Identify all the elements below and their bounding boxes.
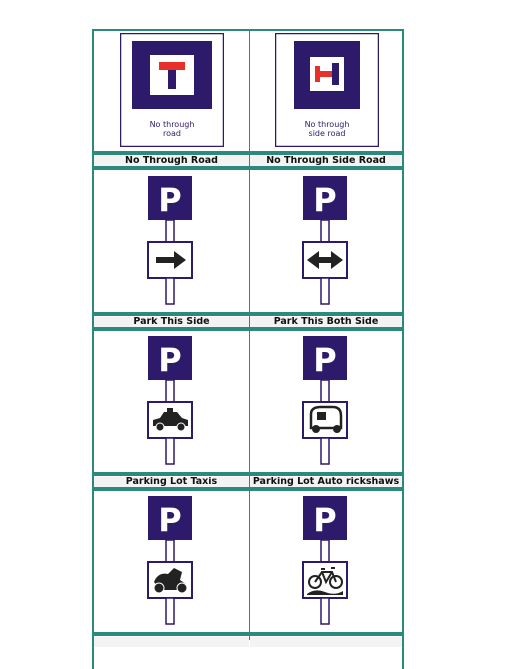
- caption-no-through-side-road: No Through Side Road: [250, 156, 402, 166]
- caption-park-this-side: Park This Side: [94, 317, 249, 327]
- parking-letter: P: [313, 341, 337, 379]
- caption-no-through-road: No Through Road: [94, 156, 249, 166]
- sign-text: road: [163, 129, 181, 138]
- row-separator: [92, 151, 404, 155]
- row-separator: [92, 166, 404, 170]
- parking-autorickshaws-sign: [295, 334, 359, 468]
- parking-letter: P: [158, 501, 182, 539]
- caption-parking-scooters: [94, 637, 249, 647]
- caption-parking-taxis: Parking Lot Taxis: [94, 477, 249, 487]
- row-separator: [92, 632, 404, 636]
- sign-text: No through: [304, 120, 350, 129]
- parking-letter: P: [158, 181, 182, 219]
- no-through-road-sign: [120, 33, 224, 147]
- caption-park-both-side: Park This Both Side: [250, 317, 402, 327]
- row-separator: [92, 312, 404, 316]
- parking-letter: P: [313, 501, 337, 539]
- parking-taxis-sign: [140, 334, 204, 468]
- row-separator: [92, 327, 404, 331]
- parking-bicycles-sign: [295, 494, 359, 628]
- caption-parking-autorickshaws: Parking Lot Auto rickshaws: [250, 477, 402, 487]
- parking-scooters-sign: [140, 494, 204, 628]
- sign-text: No through: [149, 120, 195, 129]
- parking-letter: P: [313, 181, 337, 219]
- park-both-side-sign: [295, 174, 359, 308]
- caption-parking-bicycles: [250, 637, 402, 647]
- park-this-side-sign: [140, 174, 204, 308]
- no-through-side-road-sign: [275, 33, 379, 147]
- row-separator: [92, 472, 404, 476]
- row-separator: [92, 487, 404, 491]
- parking-letter: P: [158, 341, 182, 379]
- column-divider: [249, 29, 250, 640]
- sign-text: side road: [308, 129, 346, 138]
